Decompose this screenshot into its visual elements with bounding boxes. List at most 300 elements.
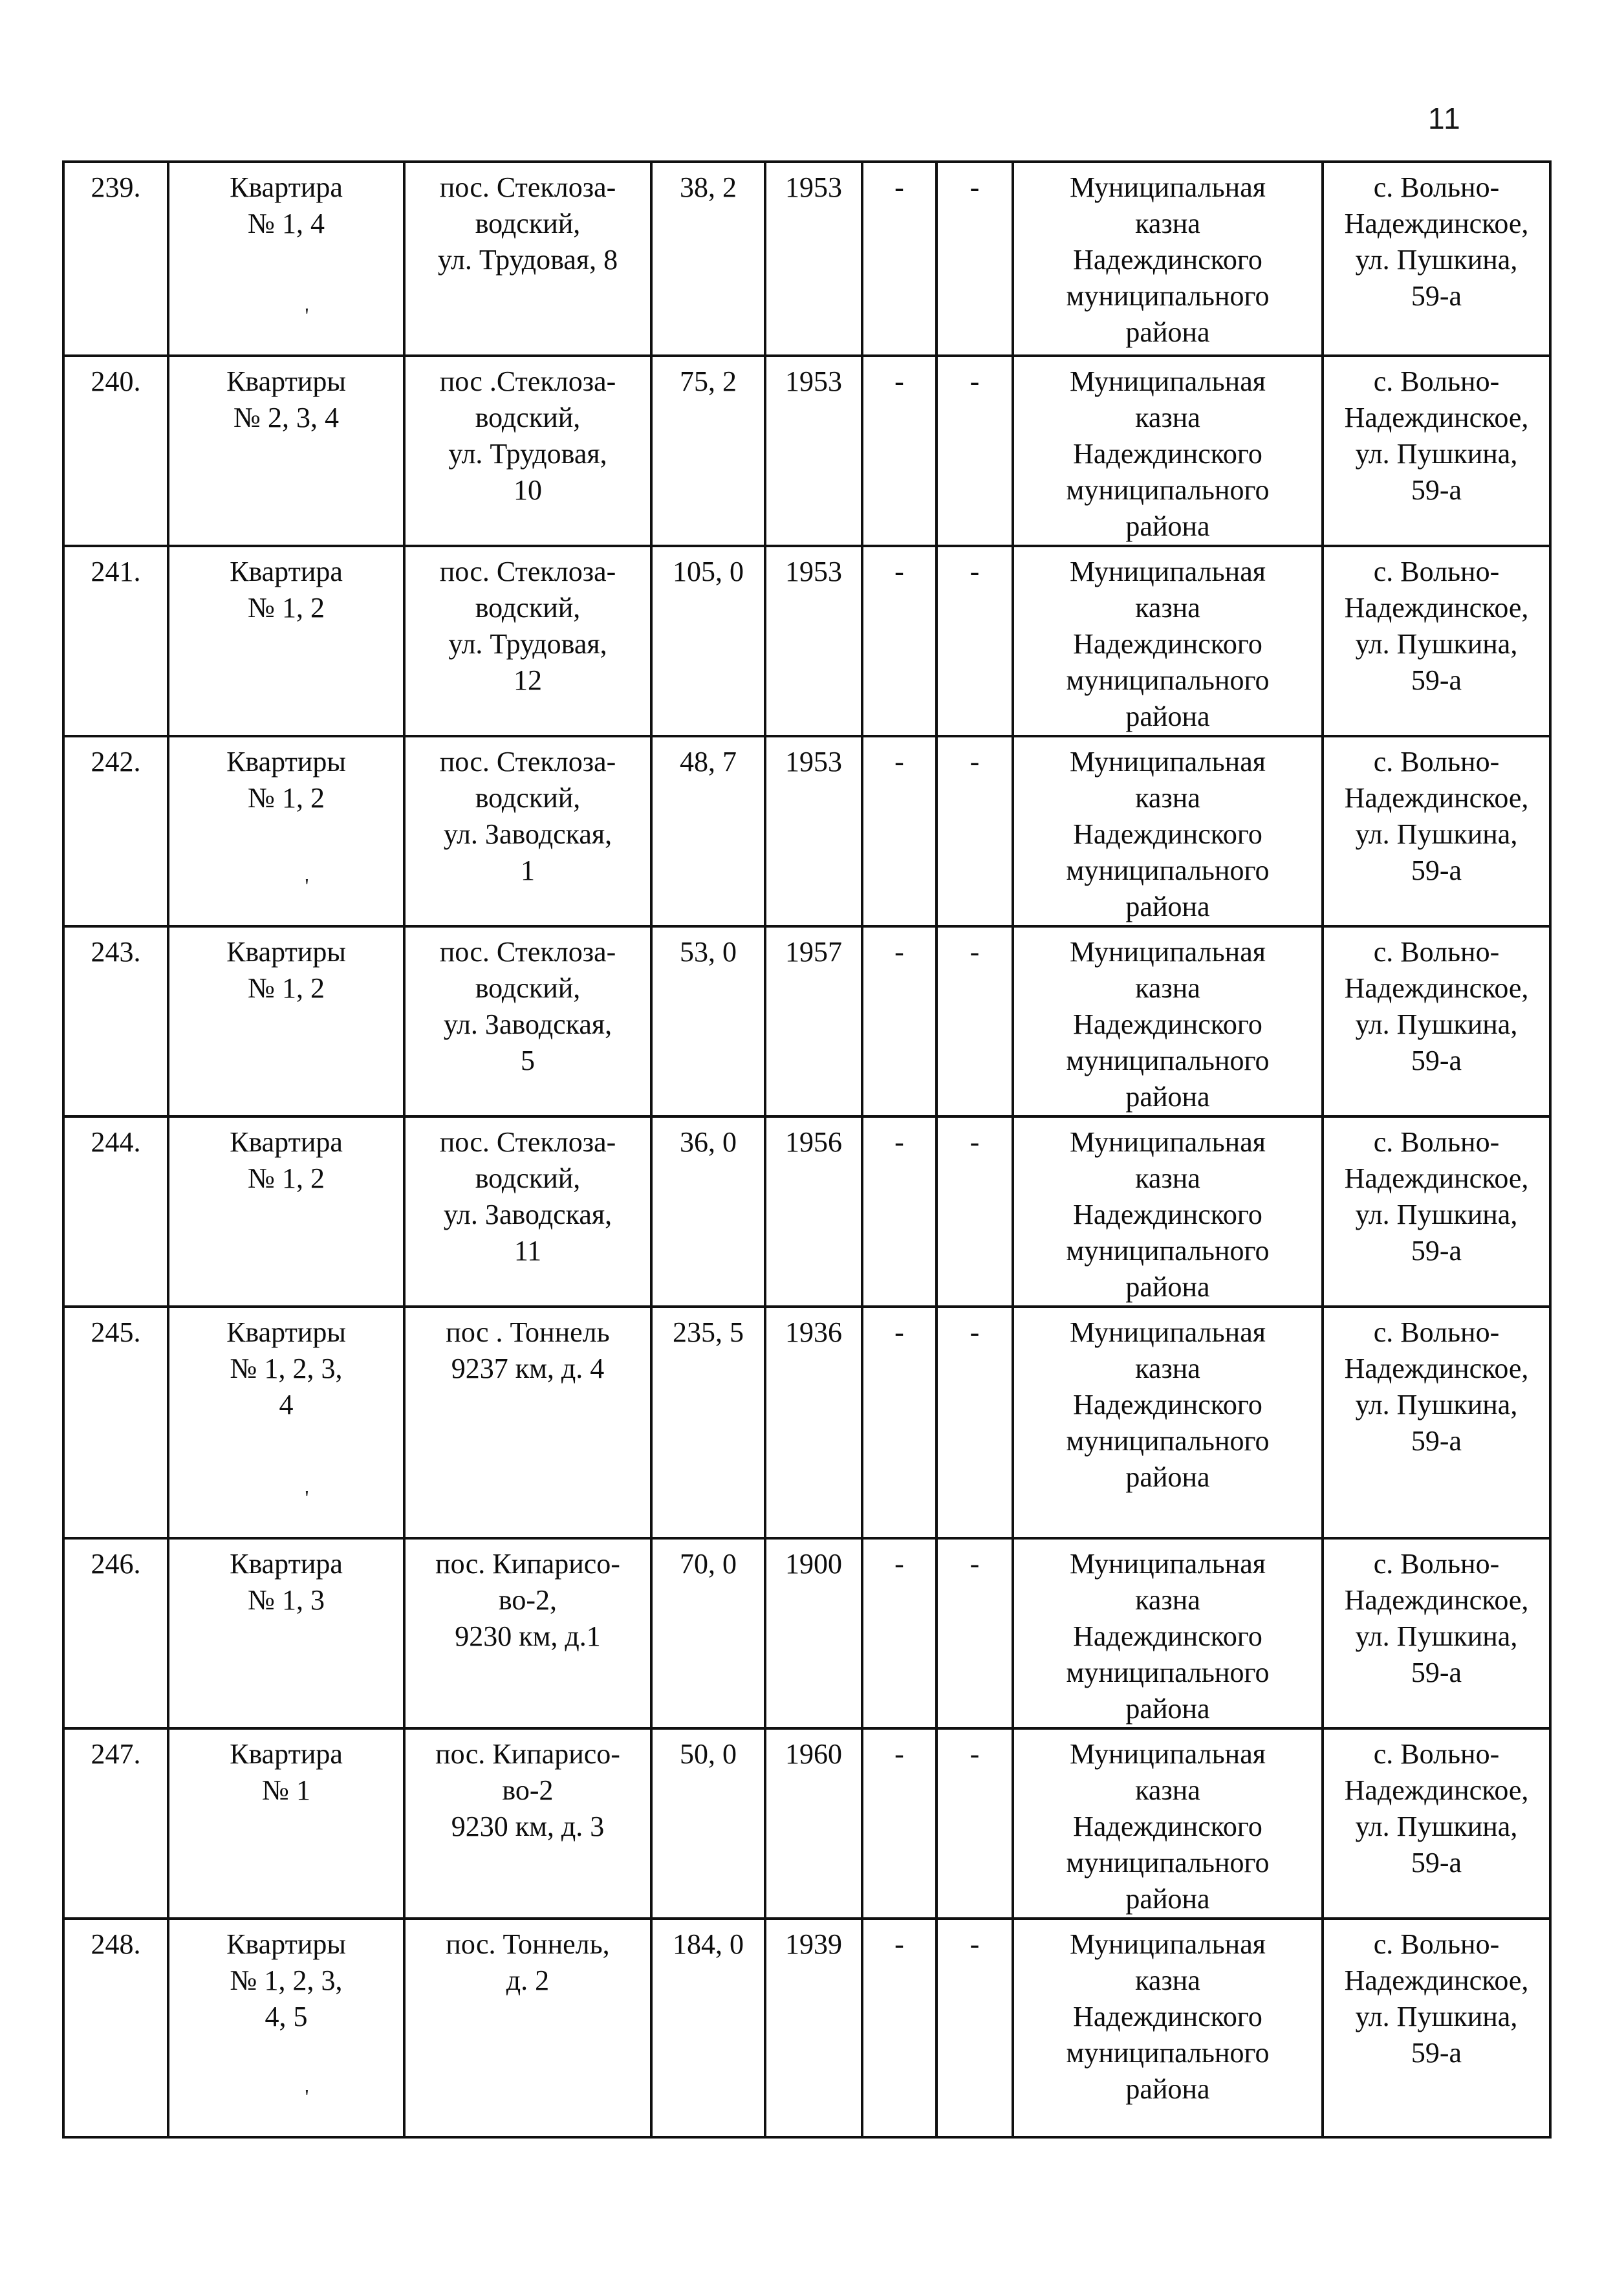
cell-owner-address <box>1323 1919 1550 2137</box>
cell-year <box>765 1116 862 1307</box>
cell-text-line: ул. Трудовая, <box>448 628 607 660</box>
cell-dash-1 <box>862 736 937 926</box>
cell-dash-1 <box>862 356 937 546</box>
cell-text-line: 59-а <box>1411 664 1462 696</box>
cell-text-line: 1 <box>521 854 535 886</box>
cell-text-line: пос .Стеклоза- <box>439 365 616 397</box>
cell-text-line: Надеждинское, <box>1344 402 1529 433</box>
cell-text-line: пос. Тоннель, <box>446 1928 610 1960</box>
cell-text-line: - <box>894 936 904 968</box>
cell-text-line: казна <box>1135 1162 1200 1194</box>
cell-owner <box>1013 736 1323 926</box>
cell-dash-1 <box>862 1307 937 1538</box>
cell-text-line: ул. Трудовая, 8 <box>437 244 618 276</box>
cell-text-line: казна <box>1135 1353 1200 1384</box>
cell-text-line: ул. Пушкина, <box>1355 1199 1518 1230</box>
cell-year <box>765 1538 862 1728</box>
cell-text-line: 38, 2 <box>680 171 737 203</box>
cell-text-line: № 1, 2 <box>248 592 325 624</box>
page-number: 11 <box>1428 102 1462 135</box>
cell-year <box>765 162 862 356</box>
cell-text-line: 1956 <box>785 1126 842 1158</box>
cell-text-line: пос. Стеклоза- <box>439 171 616 203</box>
cell-address <box>404 1919 651 2137</box>
cell-area <box>651 736 765 926</box>
cell-text-line: с. Вольно- <box>1373 1928 1500 1960</box>
cell-text-line: № 2, 3, 4 <box>233 402 339 433</box>
cell-owner <box>1013 546 1323 736</box>
cell-text-line: - <box>894 1126 904 1158</box>
cell-year <box>765 1919 862 2137</box>
cell-text-line: муниципального <box>1066 1425 1270 1457</box>
cell-text-line: муниципального <box>1066 280 1270 312</box>
cell-owner-address <box>1323 1116 1550 1307</box>
cell-text-line: с. Вольно- <box>1373 746 1500 778</box>
cell-owner-address <box>1323 162 1550 356</box>
table-row <box>63 1538 1550 1728</box>
cell-text-line: 9230 км, д.1 <box>455 1620 601 1652</box>
cell-text-line: Муниципальная <box>1069 365 1266 397</box>
cell-text-line: Надеждинского <box>1073 244 1262 276</box>
cell-text-line: Квартира <box>230 1548 343 1580</box>
cell-area <box>651 926 765 1116</box>
cell-text-line: 241. <box>91 556 141 587</box>
table-body <box>63 162 1550 2137</box>
cell-text-line: района <box>1125 2073 1210 2105</box>
cell-text-line: 1900 <box>785 1548 842 1580</box>
cell-dash-1 <box>862 1919 937 2137</box>
cell-text-line: 245. <box>91 1316 141 1348</box>
cell-text-line: Муниципальная <box>1069 1738 1266 1770</box>
cell-text-line: Квартиры <box>226 746 346 778</box>
cell-year <box>765 1728 862 1919</box>
cell-text-line: Квартиры <box>226 365 346 397</box>
cell-text-line: ул. Пушкина, <box>1355 1620 1518 1652</box>
cell-text-line: Надеждинского <box>1073 818 1262 850</box>
cell-text-line: 59-а <box>1411 474 1462 506</box>
cell-text-line: Надеждинское, <box>1344 1965 1529 1996</box>
cell-text-line: района <box>1125 1693 1210 1725</box>
cell-address <box>404 736 651 926</box>
cell-address <box>404 546 651 736</box>
cell-text-line: ул. Пушкина, <box>1355 1389 1518 1421</box>
cell-area <box>651 546 765 736</box>
cell-owner-address <box>1323 736 1550 926</box>
cell-object-name <box>168 1307 404 1538</box>
cell-text-line: казна <box>1135 1965 1200 1996</box>
cell-owner-address <box>1323 546 1550 736</box>
cell-object-name <box>168 1919 404 2137</box>
cell-text-line: ул. Пушкина, <box>1355 818 1518 850</box>
cell-text-line: - <box>969 1548 980 1580</box>
cell-text-line: муниципального <box>1066 2037 1270 2069</box>
cell-text-line: 53, 0 <box>680 936 737 968</box>
cell-text-line: 1936 <box>785 1316 842 1348</box>
cell-owner <box>1013 1728 1323 1919</box>
cell-text-line: - <box>894 1738 904 1770</box>
cell-year <box>765 546 862 736</box>
cell-text-line: № 1, 4 <box>248 208 325 239</box>
cell-text-line: 75, 2 <box>680 365 737 397</box>
cell-text-line: № 1, 2 <box>248 1162 325 1194</box>
cell-text-line: Надеждинского <box>1073 1008 1262 1040</box>
cell-text-line: 247. <box>91 1738 141 1770</box>
cell-owner <box>1013 926 1323 1116</box>
cell-dash-2 <box>937 1728 1013 1919</box>
cell-text-line: 244. <box>91 1126 141 1158</box>
cell-text-line: № 1, 2 <box>248 972 325 1004</box>
cell-index <box>63 1116 168 1307</box>
cell-text-line: ул. Пушкина, <box>1355 244 1518 276</box>
cell-text-line: 11 <box>514 1235 542 1267</box>
cell-text-line: - <box>969 556 980 587</box>
cell-text-line: № 1 <box>262 1774 310 1806</box>
cell-text-line: района <box>1125 1883 1210 1915</box>
cell-text-line: пос. Стеклоза- <box>439 556 616 587</box>
cell-text-line: - <box>894 1928 904 1960</box>
cell-text-line: с. Вольно- <box>1373 171 1500 203</box>
cell-text-line: Муниципальная <box>1069 1928 1266 1960</box>
cell-text-line: - <box>969 171 980 203</box>
cell-owner <box>1013 1116 1323 1307</box>
cell-text-line: 246. <box>91 1548 141 1580</box>
cell-text-line: пос. Кипарисо- <box>435 1738 620 1770</box>
cell-text-line: Муниципальная <box>1069 936 1266 968</box>
cell-object-name <box>168 546 404 736</box>
cell-text-line: Надеждинского <box>1073 438 1262 470</box>
cell-text-line: 59-а <box>1411 280 1462 312</box>
cell-text-line: Надеждинское, <box>1344 592 1529 624</box>
cell-address <box>404 1538 651 1728</box>
cell-area <box>651 1307 765 1538</box>
cell-text-line: 59-а <box>1411 2037 1462 2069</box>
cell-text-line: ул. Пушкина, <box>1355 1008 1518 1040</box>
cell-text-line: № 1, 2 <box>248 782 325 814</box>
cell-text-line: Квартира <box>230 1738 343 1770</box>
cell-object-name <box>168 1728 404 1919</box>
cell-text-line: с. Вольно- <box>1373 1316 1500 1348</box>
cell-text-line: 10 <box>514 474 542 506</box>
table-row <box>63 356 1550 546</box>
cell-dash-1 <box>862 1728 937 1919</box>
cell-dash-2 <box>937 546 1013 736</box>
cell-text-line: пос. Стеклоза- <box>439 1126 616 1158</box>
scan-artifact-mark: ' <box>305 2085 309 2109</box>
cell-text-line: ул. Заводская, <box>443 818 612 850</box>
cell-text-line: водский, <box>475 972 581 1004</box>
cell-text-line: Квартира <box>230 171 343 203</box>
cell-area <box>651 1538 765 1728</box>
cell-text-line: - <box>894 556 904 587</box>
cell-dash-1 <box>862 1116 937 1307</box>
cell-text-line: ул. Пушкина, <box>1355 438 1518 470</box>
cell-text-line: казна <box>1135 592 1200 624</box>
cell-text-line: Квартиры <box>226 1316 346 1348</box>
cell-area <box>651 162 765 356</box>
cell-text-line: 105, 0 <box>673 556 744 587</box>
cell-text-line: казна <box>1135 402 1200 433</box>
cell-text-line: Квартира <box>230 556 343 587</box>
cell-text-line: Надеждинское, <box>1344 208 1529 239</box>
cell-text-line: с. Вольно- <box>1373 1126 1500 1158</box>
cell-year <box>765 926 862 1116</box>
cell-text-line: - <box>969 1928 980 1960</box>
cell-dash-2 <box>937 736 1013 926</box>
cell-text-line: с. Вольно- <box>1373 556 1500 587</box>
cell-text-line: - <box>894 1316 904 1348</box>
cell-text-line: 59-а <box>1411 1657 1462 1688</box>
cell-text-line: ул. Заводская, <box>443 1008 612 1040</box>
cell-text-line: района <box>1125 701 1210 732</box>
cell-text-line: - <box>894 746 904 778</box>
cell-owner <box>1013 356 1323 546</box>
cell-index <box>63 926 168 1116</box>
cell-text-line: района <box>1125 1271 1210 1303</box>
cell-text-line: 50, 0 <box>680 1738 737 1770</box>
cell-text-line: водский, <box>475 1162 581 1194</box>
cell-text-line: с. Вольно- <box>1373 1548 1500 1580</box>
cell-text-line: района <box>1125 316 1210 348</box>
cell-dash-1 <box>862 1538 937 1728</box>
cell-area <box>651 1919 765 2137</box>
cell-text-line: муниципального <box>1066 854 1270 886</box>
table-row <box>63 1116 1550 1307</box>
cell-owner <box>1013 162 1323 356</box>
cell-dash-1 <box>862 162 937 356</box>
cell-dash-2 <box>937 356 1013 546</box>
cell-text-line: ул. Пушкина, <box>1355 1811 1518 1842</box>
cell-index <box>63 546 168 736</box>
cell-dash-2 <box>937 1919 1013 2137</box>
cell-text-line: водский, <box>475 208 581 239</box>
cell-text-line: казна <box>1135 1774 1200 1806</box>
cell-text-line: ул. Пушкина, <box>1355 628 1518 660</box>
cell-text-line: Надеждинское, <box>1344 1162 1529 1194</box>
cell-text-line: - <box>969 1316 980 1348</box>
cell-text-line: 4 <box>279 1389 294 1421</box>
cell-text-line: муниципального <box>1066 1045 1270 1076</box>
cell-text-line: - <box>969 365 980 397</box>
cell-dash-2 <box>937 1538 1013 1728</box>
cell-text-line: 59-а <box>1411 1045 1462 1076</box>
cell-dash-1 <box>862 546 937 736</box>
cell-owner-address <box>1323 1307 1550 1538</box>
cell-text-line: района <box>1125 510 1210 542</box>
cell-object-name <box>168 356 404 546</box>
cell-year <box>765 736 862 926</box>
cell-object-name <box>168 736 404 926</box>
cell-text-line: Квартира <box>230 1126 343 1158</box>
cell-owner-address <box>1323 1728 1550 1919</box>
cell-owner <box>1013 1307 1323 1538</box>
cell-text-line: Надеждинское, <box>1344 1353 1529 1384</box>
cell-text-line: муниципального <box>1066 1235 1270 1267</box>
cell-owner-address <box>1323 356 1550 546</box>
cell-text-line: - <box>894 1548 904 1580</box>
cell-text-line: 1953 <box>785 556 842 587</box>
cell-address <box>404 1116 651 1307</box>
cell-text-line: казна <box>1135 1584 1200 1616</box>
cell-address <box>404 1307 651 1538</box>
cell-area <box>651 356 765 546</box>
cell-text-line: 36, 0 <box>680 1126 737 1158</box>
cell-text-line: Надеждинского <box>1073 1811 1262 1842</box>
cell-text-line: муниципального <box>1066 1847 1270 1878</box>
cell-text-line: № 1, 2, 3, <box>230 1353 343 1384</box>
cell-index <box>63 736 168 926</box>
cell-text-line: - <box>969 1126 980 1158</box>
cell-text-line: водский, <box>475 402 581 433</box>
table-row <box>63 926 1550 1116</box>
cell-address <box>404 162 651 356</box>
cell-address <box>404 1728 651 1919</box>
cell-text-line: 48, 7 <box>680 746 737 778</box>
cell-text-line: 1939 <box>785 1928 842 1960</box>
cell-area <box>651 1728 765 1919</box>
cell-text-line: с. Вольно- <box>1373 1738 1500 1770</box>
cell-text-line: с. Вольно- <box>1373 936 1500 968</box>
cell-index <box>63 1728 168 1919</box>
property-registry-table <box>62 160 1552 2139</box>
cell-text-line: района <box>1125 891 1210 922</box>
cell-address <box>404 926 651 1116</box>
cell-text-line: во-2, <box>498 1584 558 1616</box>
cell-index <box>63 162 168 356</box>
cell-object-name <box>168 1116 404 1307</box>
cell-text-line: казна <box>1135 782 1200 814</box>
table-row <box>63 736 1550 926</box>
table-row <box>63 1728 1550 1919</box>
cell-owner <box>1013 1538 1323 1728</box>
cell-text-line: Надеждинского <box>1073 1389 1262 1421</box>
cell-text-line: Квартиры <box>226 1928 346 1960</box>
cell-year <box>765 1307 862 1538</box>
cell-text-line: Надеждинского <box>1073 1199 1262 1230</box>
cell-text-line: водский, <box>475 592 581 624</box>
cell-index <box>63 1919 168 2137</box>
cell-text-line: Надеждинское, <box>1344 782 1529 814</box>
cell-text-line: Муниципальная <box>1069 1126 1266 1158</box>
cell-text-line: - <box>969 936 980 968</box>
cell-text-line: 70, 0 <box>680 1548 737 1580</box>
cell-text-line: 1953 <box>785 746 842 778</box>
cell-text-line: Муниципальная <box>1069 1316 1266 1348</box>
cell-address <box>404 356 651 546</box>
cell-text-line: 9237 км, д. 4 <box>451 1353 605 1384</box>
cell-text-line: 1957 <box>785 936 842 968</box>
cell-text-line: пос . Тоннель <box>446 1316 610 1348</box>
cell-text-line: - <box>969 1738 980 1770</box>
cell-text-line: 59-а <box>1411 1847 1462 1878</box>
cell-text-line: пос. Стеклоза- <box>439 746 616 778</box>
cell-year <box>765 356 862 546</box>
cell-index <box>63 1307 168 1538</box>
cell-area <box>651 1116 765 1307</box>
cell-text-line: 242. <box>91 746 141 778</box>
table-row <box>63 546 1550 736</box>
cell-text-line: 235, 5 <box>673 1316 744 1348</box>
cell-text-line: 243. <box>91 936 141 968</box>
table-row <box>63 162 1550 356</box>
cell-dash-2 <box>937 162 1013 356</box>
cell-text-line: 12 <box>514 664 542 696</box>
cell-text-line: 59-а <box>1411 854 1462 886</box>
cell-text-line: Муниципальная <box>1069 746 1266 778</box>
cell-text-line: № 1, 2, 3, <box>230 1965 343 1996</box>
cell-text-line: 9230 км, д. 3 <box>451 1811 605 1842</box>
table-row <box>63 1919 1550 2137</box>
cell-text-line: д. 2 <box>506 1965 550 1996</box>
cell-dash-2 <box>937 1307 1013 1538</box>
cell-text-line: ул. Пушкина, <box>1355 2001 1518 2032</box>
cell-text-line: Муниципальная <box>1069 556 1266 587</box>
cell-text-line: Надеждинского <box>1073 628 1262 660</box>
cell-text-line: водский, <box>475 782 581 814</box>
cell-text-line: Надеждинское, <box>1344 1774 1529 1806</box>
cell-object-name <box>168 1538 404 1728</box>
cell-text-line: Надеждинское, <box>1344 1584 1529 1616</box>
cell-text-line: 1953 <box>785 365 842 397</box>
cell-text-line: 4, 5 <box>265 2001 308 2032</box>
cell-text-line: 59-а <box>1411 1425 1462 1457</box>
scan-artifact-mark: ' <box>305 1486 309 1510</box>
cell-text-line: 248. <box>91 1928 141 1960</box>
cell-owner-address <box>1323 1538 1550 1728</box>
cell-text-line: 59-а <box>1411 1235 1462 1267</box>
cell-text-line: 239. <box>91 171 141 203</box>
table-row <box>63 1307 1550 1538</box>
cell-dash-2 <box>937 1116 1013 1307</box>
cell-owner-address <box>1323 926 1550 1116</box>
cell-text-line: № 1, 3 <box>248 1584 325 1616</box>
cell-text-line: пос. Кипарисо- <box>435 1548 620 1580</box>
cell-text-line: 1953 <box>785 171 842 203</box>
cell-owner <box>1013 1919 1323 2137</box>
cell-text-line: муниципального <box>1066 474 1270 506</box>
cell-text-line: Надеждинского <box>1073 2001 1262 2032</box>
cell-text-line: казна <box>1135 972 1200 1004</box>
cell-text-line: Муниципальная <box>1069 1548 1266 1580</box>
cell-text-line: - <box>894 365 904 397</box>
cell-text-line: 5 <box>521 1045 535 1076</box>
cell-index <box>63 356 168 546</box>
cell-text-line: Надеждинского <box>1073 1620 1262 1652</box>
cell-object-name <box>168 162 404 356</box>
cell-text-line: ул. Заводская, <box>443 1199 612 1230</box>
cell-text-line: с. Вольно- <box>1373 365 1500 397</box>
cell-text-line: - <box>969 746 980 778</box>
cell-object-name <box>168 926 404 1116</box>
cell-text-line: района <box>1125 1461 1210 1493</box>
cell-text-line: во-2 <box>502 1774 554 1806</box>
cell-text-line: 1960 <box>785 1738 842 1770</box>
cell-dash-1 <box>862 926 937 1116</box>
cell-text-line: - <box>894 171 904 203</box>
cell-text-line: муниципального <box>1066 1657 1270 1688</box>
cell-text-line: 184, 0 <box>673 1928 744 1960</box>
scan-artifact-mark: ' <box>305 875 309 898</box>
cell-text-line: Муниципальная <box>1069 171 1266 203</box>
cell-text-line: Квартиры <box>226 936 346 968</box>
cell-dash-2 <box>937 926 1013 1116</box>
cell-index <box>63 1538 168 1728</box>
scan-artifact-mark: ' <box>305 304 309 328</box>
cell-text-line: казна <box>1135 208 1200 239</box>
cell-text-line: пос. Стеклоза- <box>439 936 616 968</box>
cell-text-line: ул. Трудовая, <box>448 438 607 470</box>
cell-text-line: района <box>1125 1081 1210 1113</box>
cell-text-line: 240. <box>91 365 141 397</box>
